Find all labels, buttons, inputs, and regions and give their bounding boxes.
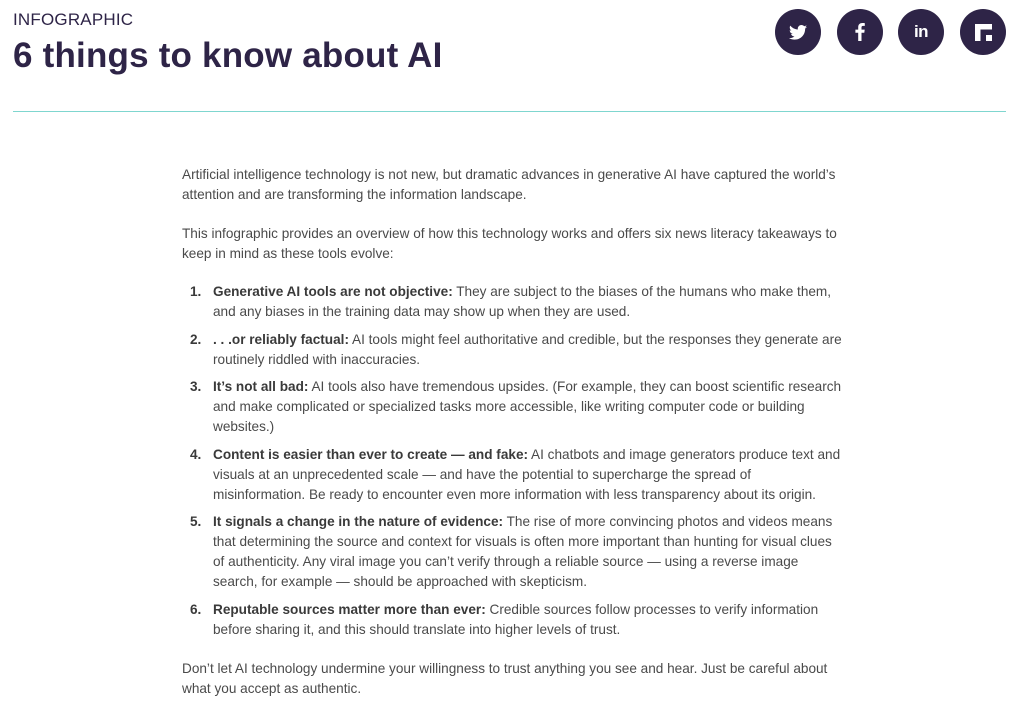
eyebrow-label: INFOGRAPHIC (13, 10, 134, 29)
takeaway-text: Credible sources follow processes to verify information before sharing it, and this should translate into higher levels of trust. (213, 601, 819, 637)
list-item (182, 445, 842, 505)
list-item (182, 600, 842, 640)
takeaway-heading: Generative AI tools are not objective: (213, 284, 453, 299)
intro-paragraph: This infographic provides an overview of how this technology works and offers six news literacy takeaways to keep in mind as these tools evolve: (182, 226, 837, 261)
takeaway-heading: Content is easier than ever to create — and fake: (213, 446, 529, 462)
list-item (182, 512, 842, 592)
flipboard-icon (975, 24, 992, 41)
list-number: 4. (190, 446, 202, 462)
list-number: 2. (190, 331, 202, 347)
takeaways-list (182, 282, 842, 640)
takeaway-heading: . . .or reliably factual: (213, 331, 349, 347)
takeaway-text: AI tools also have tremendous upsides. (For example, they can boost scientific research and make complicated or specialized tasks more accessible, like writing computer code or building websites.) (213, 379, 842, 434)
intro-paragraph: Artificial intelligence technology is not new, but dramatic advances in generative AI have captured the world’s attention and are transforming the information landscape. (182, 167, 836, 202)
list-number: 1. (190, 284, 202, 299)
takeaway-text: AI chatbots and image generators produce text and visuals at an unprecedented scale — and have the potential to supercharge the spread of misinformation. Be ready to encounter even more information with less transparency about its origin. (213, 446, 841, 502)
share-twitter-button[interactable] (775, 9, 821, 55)
article-header (13, 0, 1006, 112)
article-body (182, 165, 842, 699)
takeaway-text: They are subject to the biases of the humans who make them, and any biases in the training data may show up when they are used. (213, 284, 832, 319)
list-number: 6. (190, 601, 202, 617)
list-item (182, 330, 842, 370)
list-number: 3. (190, 379, 202, 394)
takeaway-heading: It’s not all bad: (213, 379, 309, 394)
twitter-icon (789, 25, 807, 40)
list-item (182, 282, 842, 322)
share-facebook-button[interactable] (837, 9, 883, 55)
outro-paragraph: Don’t let AI technology undermine your willingness to trust anything you see and hear. Just be careful about what you accept as authentic. (182, 660, 828, 696)
takeaway-text: AI tools might feel authoritative and credible, but the responses they generate are routinely riddled with inaccuracies. (213, 331, 842, 367)
page-title: 6 things to know about AI (13, 36, 443, 75)
share-linkedin-button[interactable] (898, 9, 944, 55)
takeaway-heading: It signals a change in the nature of evidence: (213, 514, 504, 529)
takeaway-text: The rise of more convincing photos and videos means that determining the source and context for visuals is often more important than hunting for visual clues of authenticity. Any viral image you can’t verify through a reliable source — using a reverse image search, for example — should be approached with skepticism. (213, 514, 833, 589)
list-item (182, 377, 842, 437)
list-number: 5. (190, 514, 202, 529)
linkedin-icon: in (913, 22, 929, 41)
share-flipboard-button[interactable] (960, 9, 1006, 55)
facebook-icon (855, 23, 865, 41)
takeaway-heading: Reputable sources matter more than ever: (213, 601, 486, 617)
